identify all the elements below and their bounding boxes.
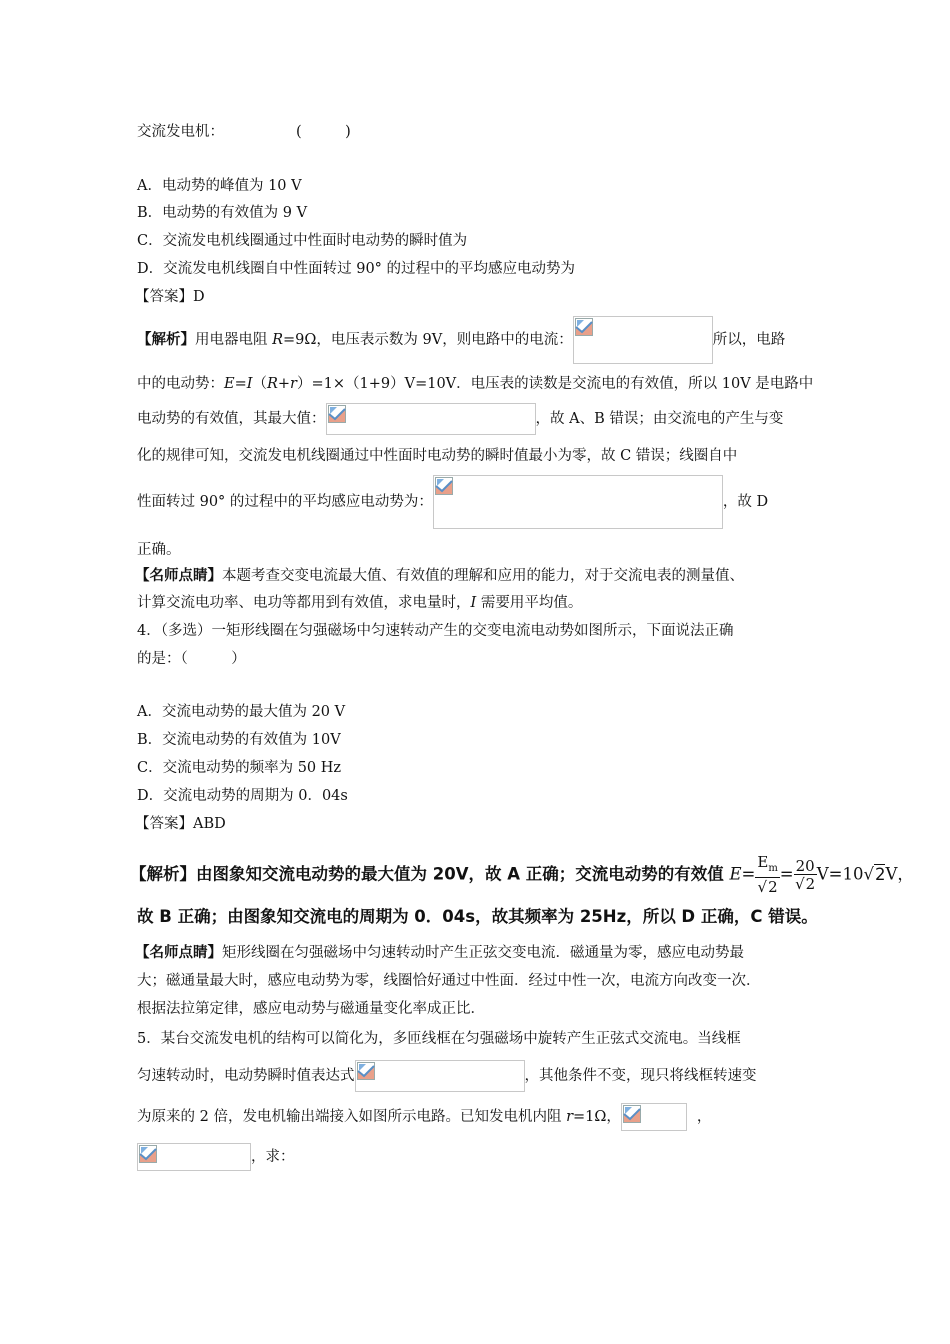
- broken-image-icon: [139, 1145, 157, 1163]
- q3-analysis-line1: [137, 316, 785, 364]
- q5-text: 匀速转动时，电动势瞬时值表达式: [137, 1068, 355, 1084]
- q3-analysis-line4: 化的规律可知，交流发电机线圈通过中性面时电动势的瞬时值最小为零，故 C 错误；线圈自中: [137, 448, 738, 464]
- sqrt-icon: √: [795, 874, 805, 893]
- q3-option-c: C．交流发电机线圈通过中性面时电动势的瞬时值为: [137, 233, 468, 249]
- formula-image: [621, 1103, 687, 1131]
- q3-tip-text: 计算交流电功率、电功等都用到有效值，求电量时，: [137, 595, 471, 611]
- q3-var-Rr: R+r: [266, 376, 297, 392]
- q3-analysis-text: （: [252, 376, 267, 392]
- formula-den: 2: [805, 874, 816, 893]
- q3-var-I: I: [470, 595, 477, 611]
- q3-answer-label: 【答案】: [135, 289, 193, 305]
- q5-text: ，其他条件不变，现只将线框转速变: [524, 1068, 757, 1084]
- q3-analysis-text: 中的电动势：: [137, 376, 224, 392]
- q3-analysis-text: 电动势的有效值，其最大值：: [137, 411, 326, 427]
- formula-sub: m: [768, 863, 778, 874]
- q3-option-a: A．电动势的峰值为 10 V: [137, 178, 302, 194]
- q5-text: ，求：: [251, 1149, 295, 1165]
- q4-tip-line2: 大；磁通量最大时，感应电动势为零，线圈恰好通过中性面．经过中性一次，电流方向改变一次．: [137, 973, 761, 989]
- formula-tail: V=10: [816, 864, 864, 884]
- formula-unit: V，: [885, 864, 914, 884]
- formula-image: [433, 475, 723, 529]
- formula-frac-1: [755, 854, 779, 896]
- q4-tip-label: 【名师点睛】: [135, 944, 222, 961]
- q3-analysis-text: 用电器电阻: [195, 332, 273, 348]
- q3-option-b: B．电动势的有效值为 9 V: [137, 205, 308, 221]
- formula-image: [326, 403, 536, 435]
- q3-analysis-text: ，故 D: [722, 494, 769, 510]
- sqrt-icon: √: [757, 878, 768, 896]
- q3-stem: 交流发电机：: [137, 124, 224, 140]
- q3-stem-line: [137, 122, 351, 142]
- q4-tip-text: 矩形线圈在匀强磁场中匀速转动时产生正弦交变电流．磁通量为零，感应电动势最: [222, 945, 744, 961]
- formula-image: [355, 1060, 525, 1092]
- q5-line2: [137, 1060, 757, 1092]
- broken-image-icon: [623, 1105, 641, 1123]
- q3-var-EI: E=I: [224, 376, 253, 392]
- formula-eq: =: [779, 864, 794, 884]
- formula-den: 2: [768, 878, 778, 896]
- q3-analysis-line3: [137, 403, 783, 435]
- q4-stem-line1: 4．（多选）一矩形线圈在匀强磁场中匀速转动产生的交变电流电动势如图所示，下面说法正确: [137, 623, 734, 639]
- q4-answer: [135, 814, 226, 834]
- q5-line1: 5．某台交流发电机的结构可以简化为，多匝线框在匀强磁场中旋转产生正弦式交流电。当线框: [137, 1031, 741, 1047]
- q3-var-R: R: [272, 332, 284, 348]
- q3-analysis-line5: [137, 475, 768, 529]
- formula-sqrt-value: 2: [874, 864, 886, 884]
- q3-analysis-line6: 正确。: [137, 542, 181, 558]
- q3-option-d: D．交流发电机线圈自中性面转过 90° 的过程中的平均感应电动势为: [137, 261, 576, 277]
- broken-image-icon: [575, 318, 593, 336]
- q4-tip-line3: 根据法拉第定律，感应电动势与磁通量变化率成正比．: [137, 1001, 485, 1017]
- q4-stem-line2: 的是：（ ）: [137, 651, 246, 667]
- q3-tip-line1: [135, 566, 744, 586]
- q5-text: 为原来的 2 倍，发电机输出端接入如图所示电路。已知发电机内阻: [137, 1109, 567, 1125]
- q3-analysis-text: ，故 A、B 错误；由交流电的产生与变: [535, 411, 784, 427]
- q4-analysis-line1: [130, 854, 914, 896]
- q3-analysis-text: =9Ω，电压表示数为 9V，则电路中的电流：: [283, 332, 573, 348]
- q5-line4: [137, 1143, 295, 1171]
- q4-option-a: A．交流电动势的最大值为 20 V: [137, 704, 346, 720]
- q5-var-r: r: [566, 1109, 573, 1125]
- formula-eq: =: [741, 864, 756, 884]
- q3-analysis-text: 性面转过 90° 的过程中的平均感应电动势为：: [137, 494, 433, 510]
- q3-tip-label: 【名师点睛】: [135, 567, 222, 584]
- sqrt-icon: √: [863, 864, 874, 884]
- q3-answer-value: D: [193, 289, 205, 305]
- q3-tip-text: 需要用平均值。: [476, 595, 583, 611]
- q3-analysis-label: 【解析】: [137, 331, 195, 348]
- q4-tip-line1: [135, 943, 744, 963]
- broken-image-icon: [328, 405, 346, 423]
- q5-text: =1Ω，: [573, 1109, 621, 1125]
- q4-answer-value: ABD: [193, 816, 226, 832]
- q4-analysis-text: 【解析】由图象知交流电动势的最大值为 20V，故 A 正确；交流电动势的有效值: [130, 864, 730, 884]
- q3-analysis-line2: [137, 374, 813, 394]
- broken-image-icon: [357, 1062, 375, 1080]
- q3-tip-text: 本题考查交变电流最大值、有效值的理解和应用的能力，对于交流电表的测量值、: [222, 568, 744, 584]
- q5-text: ，: [696, 1109, 712, 1125]
- broken-image-icon: [435, 477, 453, 495]
- formula-frac-2: [794, 858, 817, 893]
- q5-line3: [137, 1103, 711, 1131]
- formula-image: [573, 316, 713, 364]
- q4-option-c: C．交流电动势的频率为 50 Hz: [137, 760, 342, 776]
- formula-num: 20: [795, 856, 815, 875]
- formula-image: [137, 1143, 251, 1171]
- q4-answer-label: 【答案】: [135, 816, 193, 832]
- q4-option-d: D．交流电动势的周期为 0．04s: [137, 788, 348, 804]
- formula-E: E: [729, 864, 742, 884]
- q3-bracket: ( ): [296, 124, 351, 140]
- q3-answer: [135, 287, 205, 307]
- q3-analysis-text: 所以，电路: [712, 332, 786, 348]
- q4-option-b: B．交流电动势的有效值为 10V: [137, 732, 341, 748]
- q3-tip-line2: [137, 593, 582, 613]
- q3-analysis-text: ）=1×（1+9）V=10V．电压表的读数是交流电的有效值，所以 10V 是电路中: [296, 376, 814, 392]
- formula-num: E: [757, 853, 769, 871]
- q4-analysis-line2: 故 B 正确；由图象知交流电的周期为 0．04s，故其频率为 25Hz，所以 D 正确，C 错误。: [137, 907, 818, 926]
